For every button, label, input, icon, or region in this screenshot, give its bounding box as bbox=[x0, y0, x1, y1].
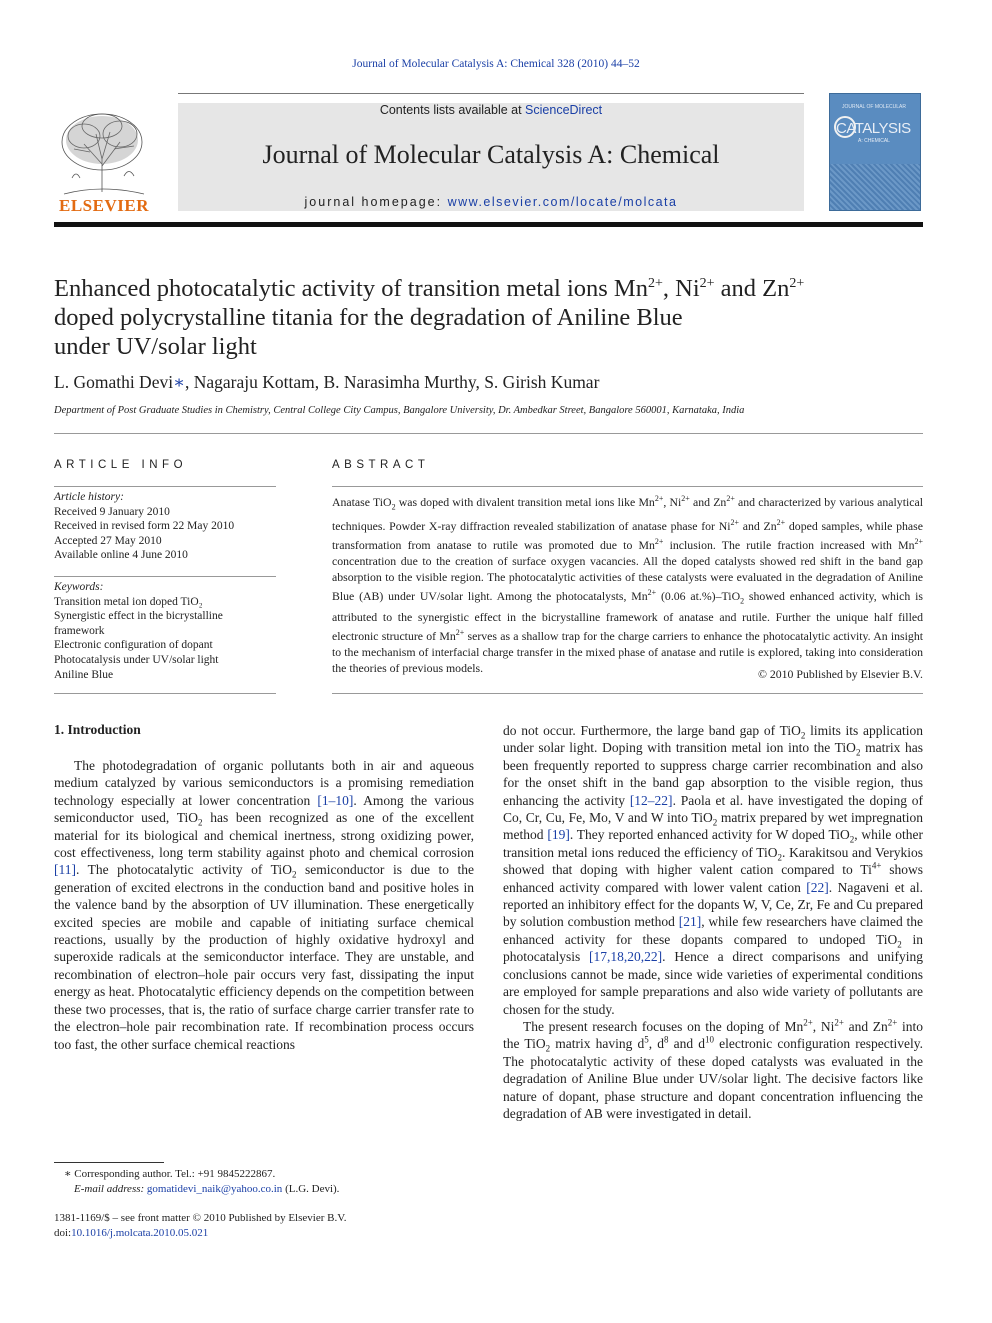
keyword-item: Synergistic effect in the bicrystalline bbox=[54, 610, 223, 623]
footnote-rule bbox=[54, 1162, 164, 1163]
affiliation: Department of Post Graduate Studies in Chemistry, Central College City Campus, Bangalore University, Dr. Ambedkar Street, Bangalore 560001, Karnataka, India bbox=[54, 405, 745, 416]
abstract-text: Anatase TiO$_2$ was doped with divalent transition metal ions like $Mn^{2+}$, $Ni^{2+}$ and $Zn^{2+}$ and characterized by various analytical techniques. Powder X-ray diffraction revealed stabilization of anatase phase for $Ni^{2+}$ and $Zn^{2+}$ doped samples, while phase transformation from anatase to rutile was promoted due to $Mn^{2+}$ inclusion. The rutile fraction increased with $Mn^{2+}$ concentration due to the creation of surface oxygen vacancies. All the doped catalysts showed red shift in the band gap absorption to the visible region. The photocatalytic activities of these catalysts were evaluated in the degradation of Aniline Blue (AB) under UV/solar light. Among the photocatalysts, $Mn^{2+}$ (0.06 at.%)–TiO$_2$ showed enhanced activity, which is attributed to the synergistic effect in the bicrystalline framework of anatase and rutile. Further the unique half filled electronic structure of $Mn^{2+}$ serves as a shallow trap for the charge carriers to enhance the photocatalytic activity. An insight to the mechanism of interfacial charge transfer in the mixed phase of anatase and rutile is explored, taking into consideration the theories of previous models. bbox=[332, 494, 923, 676]
affiliation-divider bbox=[54, 433, 923, 434]
title-line-3: under UV/solar light bbox=[54, 333, 257, 361]
contents-prefix: Contents lists available at bbox=[379, 103, 526, 117]
article-title bbox=[54, 269, 924, 361]
history-item: Available online 4 June 2010 bbox=[54, 549, 188, 562]
citation-link[interactable]: [12–22] bbox=[629, 792, 673, 808]
title-part: Enhanced photocatalytic activity of transition metal ions Mn bbox=[54, 275, 648, 303]
keyword-item: Photocatalysis under UV/solar light bbox=[54, 653, 219, 666]
abstract-rule bbox=[332, 486, 923, 487]
email-suffix: (L.G. Devi). bbox=[282, 1182, 340, 1195]
sciencedirect-link[interactable]: ScienceDirect bbox=[525, 103, 603, 117]
keyword-item: Aniline Blue bbox=[54, 668, 114, 681]
footnotes bbox=[54, 1167, 474, 1196]
publisher-logo-text: ELSEVIER bbox=[59, 196, 149, 215]
email-label: E-mail address: bbox=[74, 1182, 147, 1195]
intro-column-right: do not occur. Furthermore, the large band gap of TiO$_2$ limits its application under solar light. Doping with transition metal ion into the TiO$_2$ matrix has been frequently reported to suppress charge carrier recombination and also for the onset shift in the band gap absorption to the visible region, thus enhancing the activity [12–22]. Paola et al. have investigated the doping of Co, Cr, Cu, Fe, Mo, V and W into TiO$_2$ matrix prepared by wet impregnation method [19]. They reported enhanced activity for W doped TiO$_2$, while other transition metal ions reduced the efficiency of TiO$_2$. Karakitsou and Verykios showed that doping with higher valent cation compared to $Ti^{4+}$ shows enhanced activity compared with lower valent cation [22]. Nagaveni et al. reported an inhibitory effect for the dopants W, V, Ce, Zr, Fe and Cu prepared by solution combustion method [21], while few researchers have claimed the enhanced activity for these dopants compared to undoped TiO$_2$ in photocatalysis [17,18,20,22]. Hence a direct comparisons and unifying conclusions cannot be made, since wide varieties of experimental conditions are employed for sample preparations and also wide variety of pollutants are chosen for the study. The present research focuses on the doping of $Mn^{2+}$, $Ni^{2+}$ and $Zn^{2+}$ into the TiO$_2$ matrix having $d^5$, $d^8$ and $d^{10}$ electronic configuration respectively. The photocatalytic activity of these doped catalysts was evaluated in the degradation of Aniline Blue under UV/solar light. The decisive factors like nature of dopant, phase structure and dopant concentration influencing the degradation of AB were investigated in detail. bbox=[503, 723, 924, 1121]
cover-pattern bbox=[830, 164, 921, 211]
email-link[interactable]: gomatidevi_naik@yahoo.co.in bbox=[146, 1182, 283, 1195]
history-item: Received in revised form 22 May 2010 bbox=[54, 520, 235, 533]
contents-line bbox=[178, 103, 804, 117]
cover-subtitle: A: CHEMICAL bbox=[858, 138, 890, 144]
intro-column-left: The photodegradation of organic pollutants both in air and aqueous medium catalyzed by various semiconductors is a promising remediation technology especially at lower concentration [1–10]. Among the various semiconductor used, TiO$_2$ has been recognized as one of the excellent material for its biological and chemical inertness, strong oxidizing power, cost effectiveness, long term stability against photo and chemical corrosion [11]. The photocatalytic activity of TiO$_2$ semiconductor is due to the generation of excited electrons in the conduction band and positive holes in the valence band by the absorption of UV illumination. These energetically excited species are mobile and capable of initiating surface chemical reactions, usually by the production of highly oxidative hydroxyl and superoxide radicals at the semiconductor interface. They are unstable, and recombination of electron–hole pair occurs very fast, dissipating the input energy as heat. Photocatalytic efficiency depends on the competition between these two processes, that is, the ratio of surface charge carrier transfer rate to the electron–hole pair recombination rate. If recombination process occurs too fast, the other surface chemical reactions bbox=[54, 758, 474, 1052]
article-info-rule bbox=[54, 486, 276, 487]
title-part: and Zn bbox=[714, 275, 790, 303]
citation-link[interactable]: [17,18,20,22] bbox=[589, 949, 663, 965]
author-name: L. Gomathi Devi bbox=[54, 372, 174, 392]
cover-title: CATALYSIS bbox=[836, 120, 911, 137]
keywords-rule bbox=[54, 576, 276, 577]
issn-line: 1381-1169/$ – see front matter © 2010 Published by Elsevier B.V. bbox=[54, 1212, 347, 1224]
header-divider bbox=[178, 93, 804, 94]
cover-small-text: JOURNAL OF MOLECULAR bbox=[842, 104, 906, 110]
header-rule bbox=[54, 222, 923, 227]
authors bbox=[54, 372, 924, 393]
article-info-bottom-rule bbox=[54, 693, 276, 694]
homepage-prefix: journal homepage: bbox=[304, 195, 448, 209]
other-authors: , Nagaraju Kottam, B. Narasimha Murthy, S. Girish Kumar bbox=[184, 372, 600, 392]
abstract-copyright: © 2010 Published by Elsevier B.V. bbox=[757, 667, 923, 681]
journal-title: Journal of Molecular Catalysis A: Chemical bbox=[262, 140, 720, 169]
article-history bbox=[54, 490, 276, 563]
keyword-item: framework bbox=[54, 624, 105, 637]
title-sup: 2+ bbox=[647, 276, 663, 291]
history-item: Accepted 27 May 2010 bbox=[54, 534, 162, 547]
citation-link[interactable]: [19] bbox=[547, 827, 570, 843]
title-sup: 2+ bbox=[789, 276, 805, 291]
keywords bbox=[54, 580, 276, 682]
section-heading-introduction: 1. Introduction bbox=[54, 722, 141, 737]
keywords-label: Keywords: bbox=[54, 581, 104, 593]
history-item: Received 9 January 2010 bbox=[54, 505, 170, 518]
title-part: , Ni bbox=[662, 275, 700, 303]
citation-link[interactable]: [22] bbox=[806, 879, 829, 895]
abstract-heading: ABSTRACT bbox=[332, 459, 430, 471]
title-line-2: doped polycrystalline titania for the degradation of Aniline Blue bbox=[54, 304, 683, 332]
doi-line bbox=[54, 1226, 474, 1241]
running-title: Journal of Molecular Catalysis A: Chemical 328 (2010) 44–52 bbox=[352, 58, 640, 70]
bottom-notes bbox=[54, 1211, 474, 1240]
homepage-link[interactable]: www.elsevier.com/locate/molcata bbox=[447, 195, 678, 209]
history-label: Article history: bbox=[54, 491, 124, 503]
journal-cover-image bbox=[829, 93, 921, 211]
corresponding-author-note: ∗ Corresponding author. Tel.: +91 9845222867. bbox=[64, 1168, 276, 1180]
article-info-heading: ARTICLE INFO bbox=[54, 459, 188, 471]
keyword-item: Electronic configuration of dopant bbox=[54, 639, 213, 652]
journal-homepage bbox=[178, 195, 804, 209]
citation-link[interactable]: [1–10] bbox=[317, 792, 354, 808]
corresponding-author-marker[interactable]: ∗ bbox=[173, 372, 185, 392]
doi-prefix: doi: bbox=[54, 1226, 72, 1239]
keyword-item: Transition metal ion doped TiO₂ bbox=[54, 595, 203, 608]
citation-link[interactable]: [21] bbox=[678, 914, 702, 930]
abstract-bottom-rule bbox=[332, 693, 923, 694]
title-sup: 2+ bbox=[699, 276, 715, 291]
doi-link[interactable]: 10.1016/j.molcata.2010.05.021 bbox=[71, 1226, 209, 1239]
email-note bbox=[54, 1182, 474, 1197]
citation-link[interactable]: [11] bbox=[54, 862, 76, 878]
